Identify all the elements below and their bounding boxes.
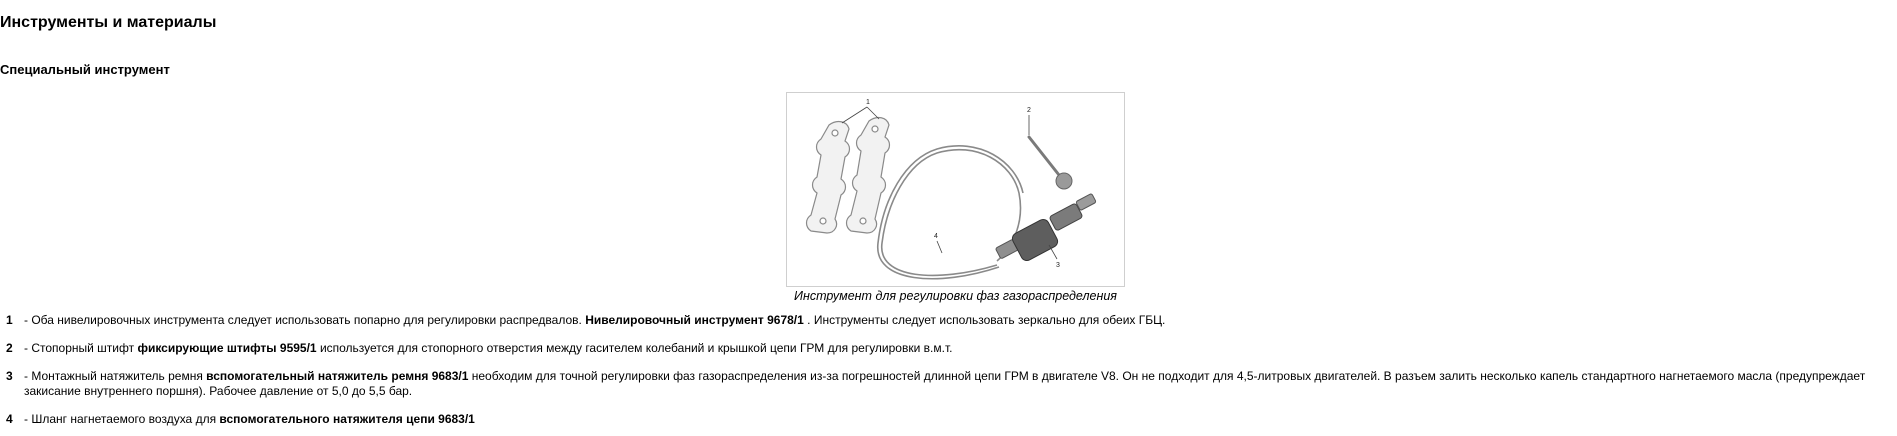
item-number: 1: [6, 313, 13, 327]
locking-pin: [1029, 137, 1059, 175]
item-text: - Монтажный натяжитель ремня вспомогательный натяжитель ремня 9683/1 необходим для точной регулировки фаз газораспределения из-за погрешностей длинной цепи ГРМ в двигателе V8. Он не подходит для 4,5-литровых двигателей. В разъем залить несколько капель стандартного нагнетаемого масла (предупреждает закисание внутреннего поршня). Рабочее давление от 5,0 до 5,5 бар.: [24, 369, 1866, 398]
callout-2: 2: [1027, 107, 1031, 114]
item-text: - Шланг нагнетаемого воздуха для вспомогательного натяжителя цепи 9683/1: [24, 412, 475, 426]
callout-1: 1: [866, 99, 870, 106]
belt-tensioner: [995, 193, 1096, 262]
tool-illustration: [787, 93, 1124, 286]
item-number: 4: [6, 412, 13, 426]
page-title: Инструменты и материалы: [0, 14, 217, 31]
callout-4: 4: [934, 233, 938, 240]
item-number: 2: [6, 341, 13, 355]
item-number: 3: [6, 369, 13, 383]
figure-caption: Инструмент для регулировки фаз газораспределения: [794, 289, 1117, 303]
leveling-tool-left: [807, 122, 850, 233]
callout-3: 3: [1056, 262, 1060, 269]
section-heading: Специальный инструмент: [0, 62, 170, 77]
item-text: - Стопорный штифт фиксирующие штифты 9595/1 используется для стопорного отверстия между гасителем колебаний и крышкой цепи ГРМ для регулировки в.м.т.: [24, 341, 953, 355]
tool-figure: [786, 92, 1125, 287]
item-text: - Оба нивелировочных инструмента следует использовать попарно для регулировки распредвалов. Нивелировочный инструмент 9678/1 . Инструменты следует использовать зеркально для обеих ГБЦ.: [24, 313, 1166, 327]
